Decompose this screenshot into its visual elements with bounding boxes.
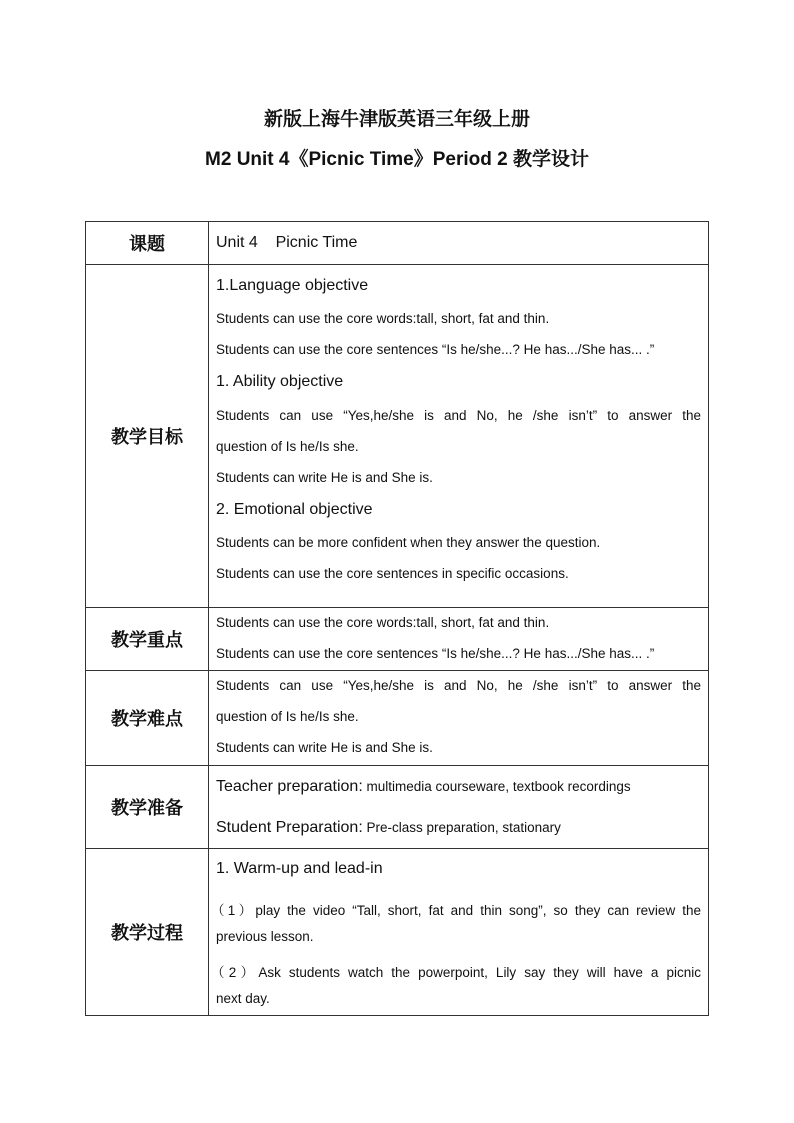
process-item-2-line-1: （2）Ask students watch the powerpoint, Lily say they will have a picnic [211,965,701,980]
difficulty-line-3: Students can write He is and She is. [216,740,433,755]
label-topic: 课题 [86,222,209,265]
student-preparation-value: Pre-class preparation, stationary [362,820,561,835]
objective-ability-line-3: Students can write He is and She is. [216,470,433,485]
document-subtitle: M2 Unit 4《Picnic Time》Period 2 教学设计 [205,149,589,170]
row-objectives [86,265,709,608]
objective-ability-line-2: question of Is he/Is she. [216,439,359,454]
row-preparation [86,766,709,849]
label-key-points: 教学重点 [86,608,209,671]
difficulty-line-2: question of Is he/Is she. [216,709,359,724]
key-point-line-1: Students can use the core words:tall, short, fat and thin. [216,615,550,630]
objective-language-line-1: Students can use the core words:tall, short, fat and thin. [216,311,550,326]
label-process: 教学过程 [86,849,209,1016]
row-process [86,849,709,1016]
cell-process [209,849,709,1016]
label-difficulties: 教学难点 [86,671,209,766]
cell-topic [209,222,709,265]
objective-heading-language: 1.Language objective [216,277,369,294]
student-preparation-label: Student Preparation: [216,819,363,836]
cell-preparation [209,766,709,849]
key-point-line-2: Students can use the core sentences “Is he/she...? He has.../She has... .” [216,646,655,661]
process-item-1-line-1: （1）play the video “Tall, short, fat and thin song”, so they can review the [211,903,701,918]
teacher-preparation-label: Teacher preparation: [216,778,363,795]
topic-value: Unit 4 Picnic Time [216,234,358,251]
objective-heading-emotional: 2. Emotional objective [216,501,373,518]
process-item-2-line-2: next day. [216,991,270,1006]
student-preparation [216,818,701,838]
objective-heading-ability: 1. Ability objective [216,373,344,390]
process-heading-warm-up: 1. Warm-up and lead-in [216,860,383,877]
row-topic [86,222,709,265]
lesson-plan-table [85,221,709,1016]
process-item-1-line-2: previous lesson. [216,929,314,944]
difficulty-line-1: Students can use “Yes,he/she is and No, he /she isn’t” to answer the [216,678,701,693]
objective-emotional-line-2: Students can use the core sentences in specific occasions. [216,566,569,581]
cell-objectives [209,265,709,608]
document-title: 新版上海牛津版英语三年级上册 [263,109,530,130]
objective-ability-line-1: Students can use “Yes,he/she is and No, he /she isn’t” to answer the [216,408,701,423]
row-key-points [86,608,709,671]
label-objectives: 教学目标 [86,265,209,608]
row-difficulties [86,671,709,766]
cell-key-points [209,608,709,671]
teacher-preparation [216,777,701,797]
objective-emotional-line-1: Students can be more confident when they answer the question. [216,535,601,550]
cell-difficulties [209,671,709,766]
label-preparation: 教学准备 [86,766,209,849]
objective-language-line-2: Students can use the core sentences “Is he/she...? He has.../She has... .” [216,342,655,357]
teacher-preparation-value: multimedia courseware, textbook recordings [362,779,631,794]
